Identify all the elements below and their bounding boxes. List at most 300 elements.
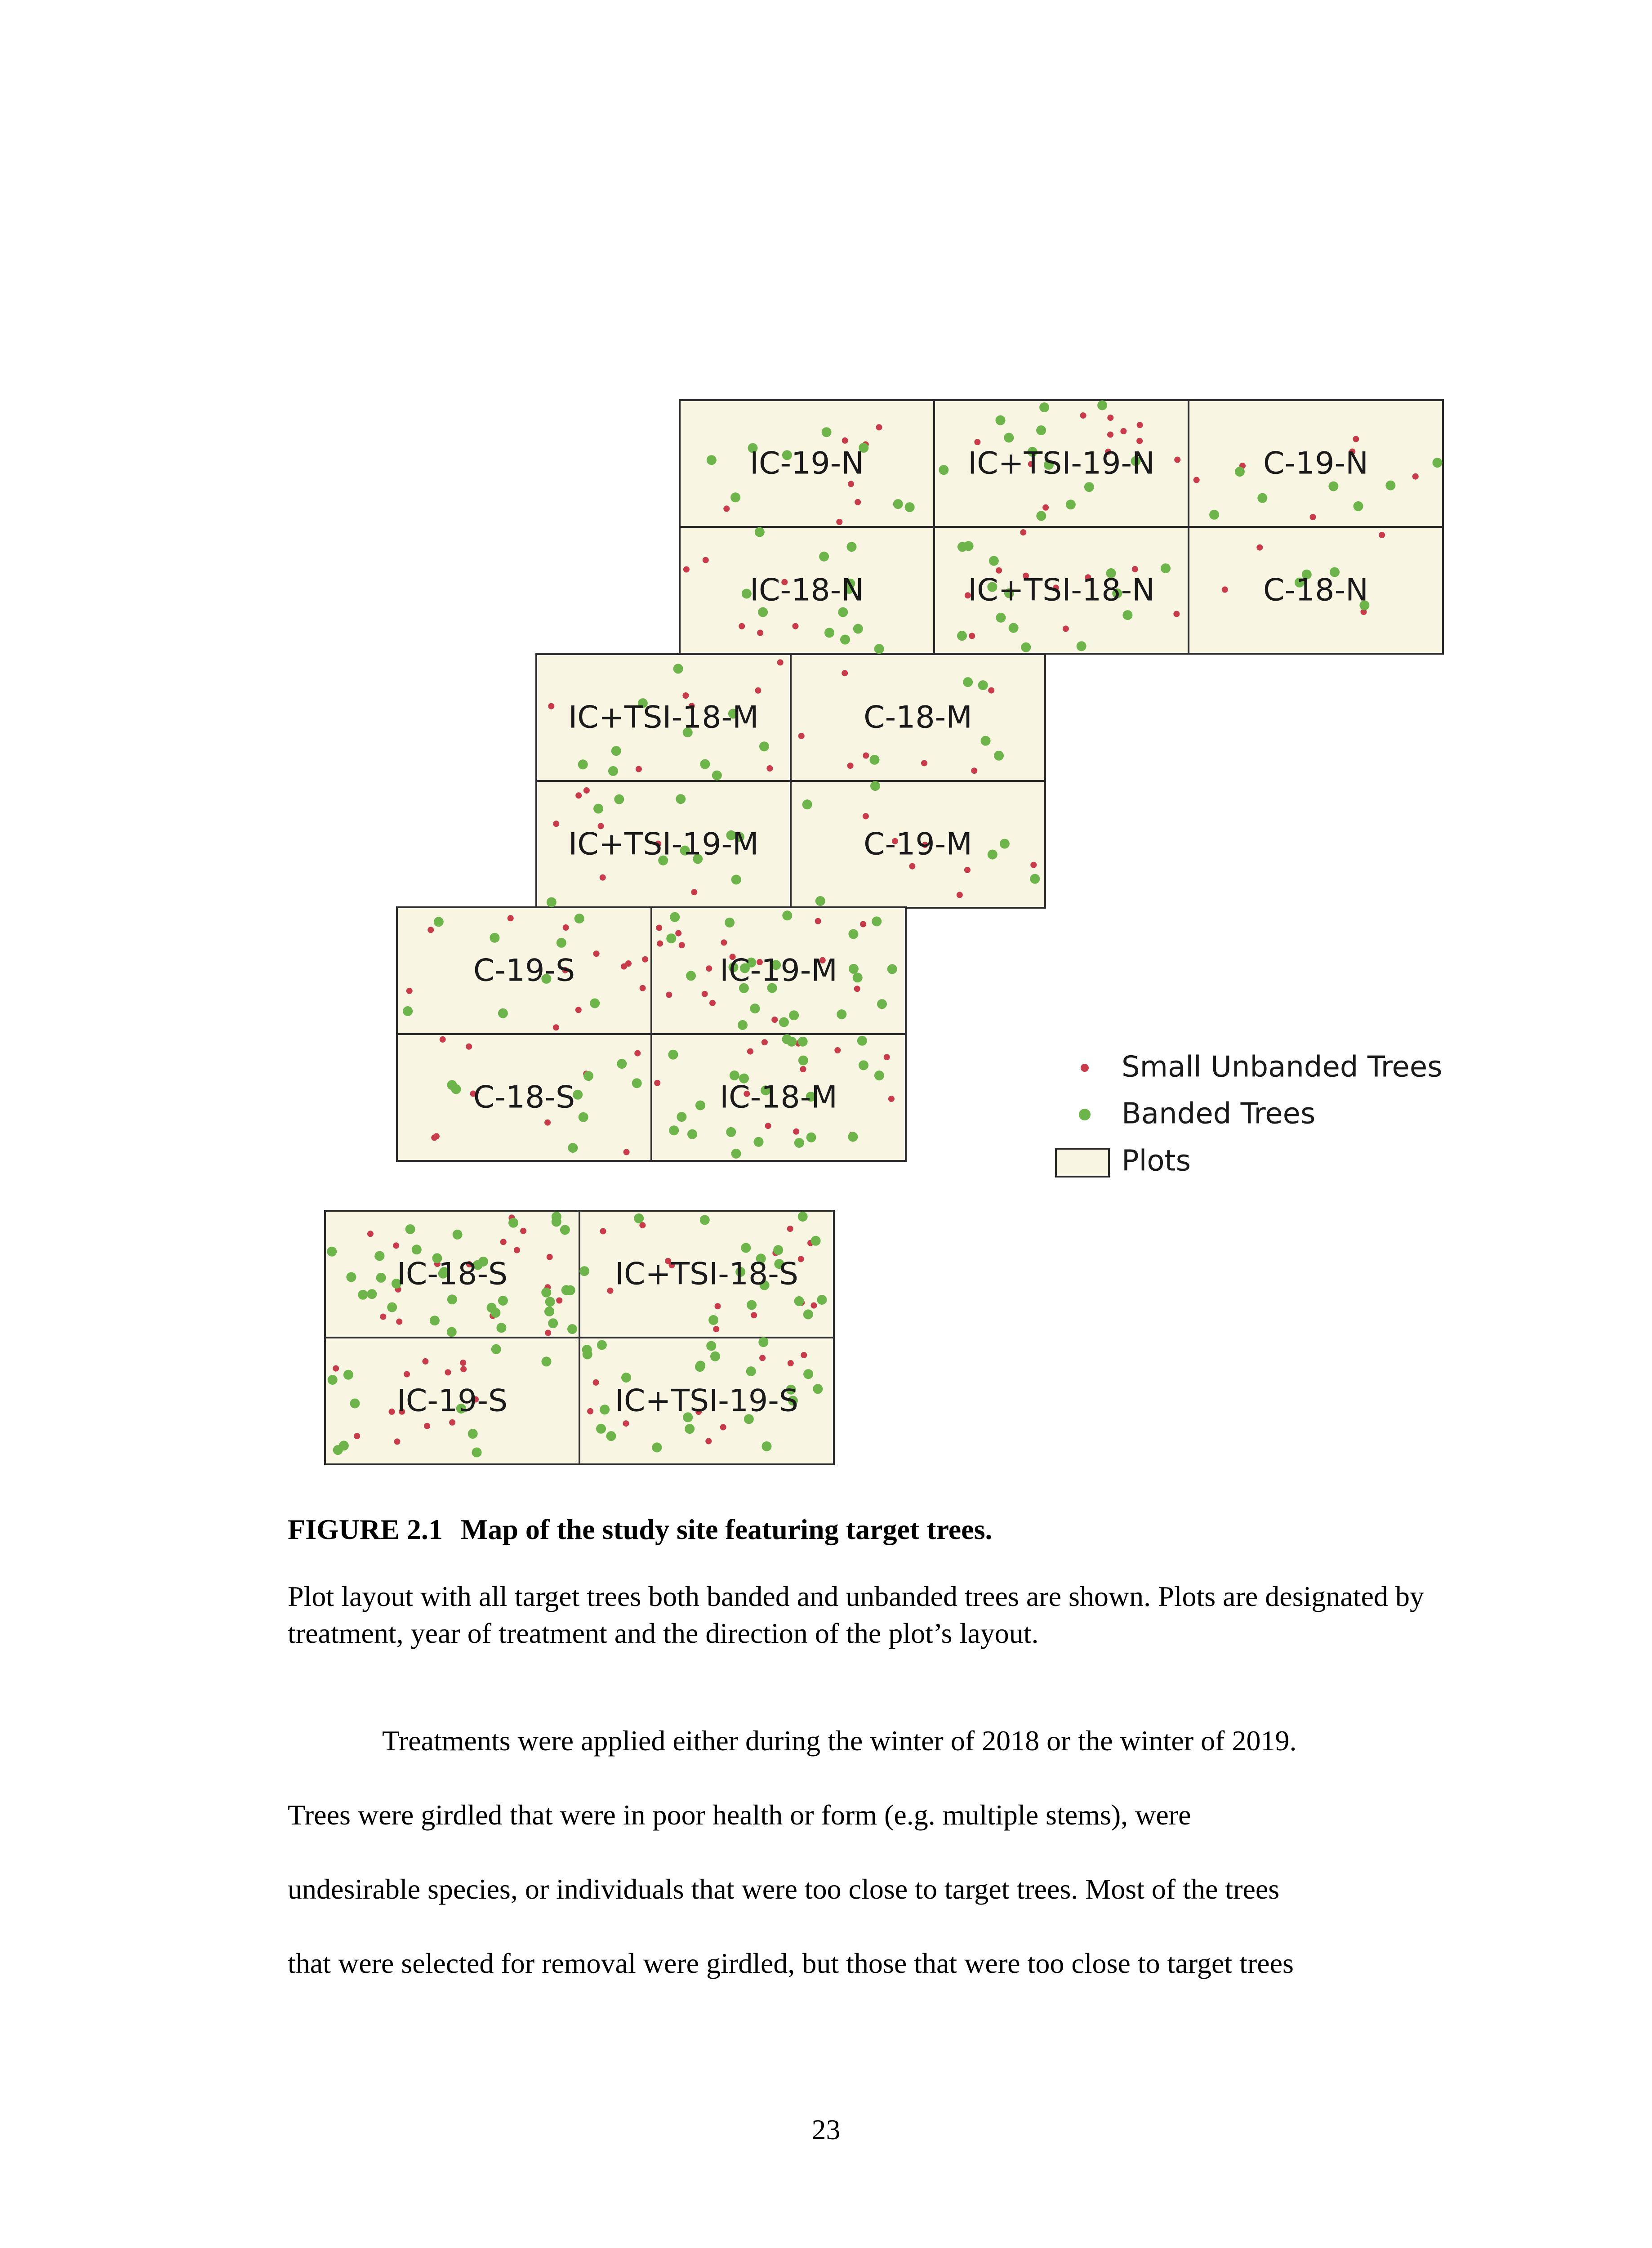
banded-tree-marker <box>877 999 887 1009</box>
small-unbanded-tree-marker <box>720 1424 726 1430</box>
banded-tree-marker <box>773 1245 783 1255</box>
banded-tree-marker <box>670 912 680 922</box>
small-unbanded-tree-marker <box>583 787 590 794</box>
banded-tree-marker <box>542 1356 552 1366</box>
small-unbanded-tree-marker <box>548 703 554 709</box>
small-unbanded-tree-marker <box>702 991 708 997</box>
banded-tree-marker <box>758 607 768 617</box>
banded-tree-marker <box>668 1050 678 1060</box>
banded-tree-marker <box>1122 610 1132 620</box>
small-unbanded-tree-marker <box>721 939 727 946</box>
banded-tree-marker <box>798 1056 808 1066</box>
small-unbanded-tree-marker <box>884 1054 890 1060</box>
small-unbanded-tree-marker <box>575 1007 582 1013</box>
banded-tree-marker <box>695 1101 705 1111</box>
banded-tree-marker <box>870 781 880 791</box>
banded-tree-marker <box>596 1424 606 1434</box>
banded-tree-marker <box>1000 839 1010 849</box>
banded-tree-marker <box>552 1217 561 1227</box>
small-unbanded-tree-marker <box>836 519 842 525</box>
banded-tree-marker <box>710 1351 720 1361</box>
banded-tree-marker <box>560 1225 570 1235</box>
plots-legend-swatch <box>1056 1149 1109 1177</box>
small-unbanded-tree-marker <box>888 1096 895 1102</box>
small-unbanded-tree-marker <box>433 1133 440 1139</box>
banded-tree-marker <box>706 1341 716 1351</box>
banded-legend-label: Banded Trees <box>1122 1097 1316 1131</box>
banded-tree-marker <box>508 1218 518 1228</box>
banded-tree-marker <box>741 1243 751 1253</box>
banded-tree-marker <box>496 1323 506 1333</box>
small-unbanded-tree-marker <box>389 1409 395 1415</box>
small-unbanded-tree-marker <box>1193 477 1200 483</box>
banded-tree-marker <box>853 624 863 634</box>
plots-legend-label: Plots <box>1122 1144 1191 1178</box>
small-unbanded-legend-marker <box>1081 1064 1089 1072</box>
banded-tree-marker <box>405 1224 415 1234</box>
banded-tree-marker <box>730 1070 739 1080</box>
banded-tree-marker <box>468 1429 478 1439</box>
banded-tree-marker <box>758 1337 768 1347</box>
small-unbanded-tree-marker <box>1107 432 1113 438</box>
banded-tree-marker <box>787 1037 797 1047</box>
banded-tree-marker <box>617 1059 627 1069</box>
map-legend <box>1056 1051 1443 1178</box>
small-unbanded-tree-marker <box>642 956 648 963</box>
banded-tree-marker <box>566 1285 575 1295</box>
banded-tree-marker <box>872 916 882 926</box>
banded-tree-marker <box>1354 501 1363 511</box>
small-unbanded-tree-marker <box>703 557 709 563</box>
small-unbanded-tree-marker <box>553 821 559 827</box>
banded-tree-marker <box>806 1133 816 1142</box>
banded-tree-marker <box>1257 493 1267 503</box>
small-unbanded-tree-marker <box>556 1298 562 1304</box>
banded-tree-marker <box>447 1294 457 1304</box>
banded-tree-marker <box>434 917 444 927</box>
small-unbanded-tree-marker <box>396 1319 402 1325</box>
banded-tree-marker <box>759 741 769 751</box>
small-unbanded-tree-marker <box>766 765 773 772</box>
banded-tree-marker <box>738 1020 748 1030</box>
banded-tree-marker <box>597 1340 607 1350</box>
small-unbanded-tree-marker <box>656 925 662 931</box>
banded-tree-marker <box>1161 563 1171 573</box>
banded-tree-marker <box>994 751 1004 761</box>
small-unbanded-tree-marker <box>393 1242 399 1249</box>
body-line: Trees were girdled that were in poor health or form (e.g. multiple stems), were <box>288 1799 1191 1831</box>
small-unbanded-tree-marker <box>563 924 569 931</box>
banded-tree-marker <box>677 1112 686 1122</box>
small-unbanded-tree-marker <box>863 753 869 759</box>
banded-tree-marker <box>606 1431 616 1441</box>
plot-label: IC+TSI-19-N <box>968 446 1155 482</box>
small-unbanded-tree-marker <box>765 1123 771 1129</box>
small-unbanded-tree-marker <box>1063 625 1069 632</box>
banded-tree-marker <box>634 1213 644 1223</box>
banded-tree-marker <box>608 766 618 776</box>
banded-tree-marker <box>1328 482 1338 491</box>
banded-tree-marker <box>673 664 683 674</box>
banded-tree-marker <box>730 492 740 502</box>
small-unbanded-tree-marker <box>1379 532 1385 538</box>
small-unbanded-tree-marker <box>755 687 761 694</box>
plot-label: C-19-S <box>473 953 575 989</box>
small-unbanded-tree-marker <box>466 1044 472 1050</box>
banded-tree-marker <box>905 502 915 512</box>
banded-tree-marker <box>746 1366 756 1376</box>
banded-tree-marker <box>1009 623 1019 633</box>
small-unbanded-tree-marker <box>863 813 869 819</box>
banded-tree-marker <box>367 1289 377 1299</box>
small-unbanded-tree-marker <box>1137 422 1143 428</box>
banded-tree-marker <box>376 1273 386 1283</box>
body-line: undesirable species, or individuals that were too close to target trees. Most of the trees <box>288 1873 1280 1905</box>
banded-tree-marker <box>583 1071 593 1081</box>
banded-tree-marker <box>794 1296 804 1306</box>
small-unbanded-tree-marker <box>600 874 606 881</box>
small-unbanded-tree-marker <box>657 941 663 947</box>
banded-tree-marker <box>669 1125 679 1135</box>
small-unbanded-tree-marker <box>445 1369 451 1375</box>
banded-tree-marker <box>403 1006 413 1016</box>
plot-label: IC+TSI-19-S <box>614 1383 799 1419</box>
plot-label: IC+TSI-19-M <box>568 826 759 862</box>
small-unbanded-legend-label: Small Unbanded Trees <box>1122 1050 1443 1084</box>
banded-tree-marker <box>789 1010 799 1020</box>
small-unbanded-tree-marker <box>855 499 861 505</box>
plot-label: C-19-M <box>864 826 972 862</box>
banded-tree-marker <box>568 1143 578 1153</box>
banded-tree-marker <box>731 875 741 885</box>
small-unbanded-tree-marker <box>757 630 763 636</box>
plot-label: IC+TSI-18-M <box>568 700 759 736</box>
banded-tree-marker <box>1385 481 1395 491</box>
banded-tree-marker <box>548 1318 558 1328</box>
small-unbanded-tree-marker <box>544 1120 551 1126</box>
banded-tree-marker <box>893 499 903 509</box>
small-unbanded-tree-marker <box>367 1231 374 1237</box>
figure-description: Plot layout with all target trees both banded and unbanded trees are shown. Plots are designated by treatment, year of treatment and the direction of the plot’s layout. <box>288 1580 1424 1649</box>
small-unbanded-tree-marker <box>427 927 434 933</box>
banded-tree-marker <box>725 918 735 928</box>
small-unbanded-tree-marker <box>575 792 582 798</box>
banded-tree-marker <box>1077 641 1086 651</box>
banded-tree-marker <box>545 1297 555 1307</box>
small-unbanded-tree-marker <box>1353 436 1359 442</box>
small-unbanded-tree-marker <box>876 424 882 430</box>
banded-tree-marker <box>700 759 710 769</box>
banded-tree-marker <box>472 1447 482 1457</box>
banded-tree-marker <box>957 631 967 641</box>
banded-tree-marker <box>491 1344 501 1354</box>
small-unbanded-tree-marker <box>600 1228 606 1234</box>
banded-tree-marker <box>1235 467 1245 477</box>
banded-tree-marker <box>1021 642 1031 652</box>
banded-tree-marker <box>374 1251 384 1261</box>
small-unbanded-tree-marker <box>514 1247 520 1253</box>
banded-tree-marker <box>614 794 624 804</box>
banded-tree-marker <box>755 527 765 537</box>
banded-tree-marker <box>453 1230 463 1240</box>
banded-tree-marker <box>798 1037 808 1047</box>
banded-tree-marker <box>1097 400 1107 410</box>
small-unbanded-tree-marker <box>800 1066 806 1072</box>
small-unbanded-tree-marker <box>683 566 690 573</box>
small-unbanded-tree-marker <box>1132 566 1138 572</box>
small-unbanded-tree-marker <box>460 1360 466 1366</box>
small-unbanded-tree-marker <box>666 992 672 998</box>
banded-tree-marker <box>574 914 584 923</box>
banded-tree-marker <box>838 607 848 617</box>
small-unbanded-tree-marker <box>957 892 963 898</box>
small-unbanded-tree-marker <box>771 1017 778 1023</box>
banded-tree-marker <box>593 804 603 814</box>
plot-label: C-18-S <box>473 1079 575 1115</box>
banded-tree-marker <box>803 1309 813 1319</box>
small-unbanded-tree-marker <box>834 1047 841 1053</box>
plot-label: IC-19-N <box>749 446 864 482</box>
small-unbanded-tree-marker <box>1107 415 1113 421</box>
banded-tree-marker <box>387 1302 397 1312</box>
small-unbanded-tree-marker <box>1222 586 1228 593</box>
banded-tree-marker <box>346 1272 356 1282</box>
banded-tree-marker <box>339 1441 349 1450</box>
banded-tree-marker <box>447 1080 457 1090</box>
small-unbanded-tree-marker <box>747 1048 753 1055</box>
plot-label: C-19-N <box>1263 446 1368 482</box>
banded-tree-marker <box>578 759 588 769</box>
small-unbanded-tree-marker <box>715 1303 721 1309</box>
banded-tree-marker <box>327 1247 337 1257</box>
small-unbanded-tree-marker <box>682 692 689 699</box>
small-unbanded-tree-marker <box>974 439 980 445</box>
small-unbanded-tree-marker <box>713 1326 719 1332</box>
banded-tree-marker <box>978 680 988 690</box>
small-unbanded-tree-marker <box>761 1039 768 1045</box>
banded-tree-marker <box>798 1212 808 1222</box>
small-unbanded-tree-marker <box>739 623 745 629</box>
banded-tree-marker <box>1030 874 1040 884</box>
banded-tree-marker <box>822 427 832 437</box>
banded-tree-marker <box>685 1424 695 1434</box>
banded-tree-marker <box>579 1112 588 1122</box>
small-unbanded-tree-marker <box>1310 514 1316 520</box>
banded-tree-marker <box>857 1036 867 1046</box>
banded-tree-marker <box>1084 482 1094 492</box>
small-unbanded-tree-marker <box>406 988 413 994</box>
banded-tree-marker <box>853 972 863 982</box>
banded-tree-marker <box>686 971 696 981</box>
small-unbanded-tree-marker <box>1030 862 1037 868</box>
banded-tree-marker <box>590 999 600 1008</box>
banded-tree-marker <box>430 1316 440 1325</box>
small-unbanded-tree-marker <box>801 1352 807 1358</box>
small-unbanded-tree-marker <box>793 623 799 629</box>
small-unbanded-tree-marker <box>815 918 821 924</box>
plot-label: IC-19-M <box>720 953 837 989</box>
banded-tree-marker <box>964 541 974 551</box>
banded-tree-marker <box>343 1370 353 1380</box>
banded-tree-marker <box>988 850 997 860</box>
small-unbanded-tree-marker <box>798 1256 804 1262</box>
small-unbanded-tree-marker <box>787 1226 793 1232</box>
banded-tree-marker <box>567 1324 577 1334</box>
banded-tree-marker <box>996 415 1006 425</box>
banded-tree-marker <box>840 635 850 645</box>
small-unbanded-tree-marker <box>1174 457 1180 463</box>
banded-tree-marker <box>1066 500 1076 509</box>
small-unbanded-tree-marker <box>587 1408 593 1414</box>
plot-label: IC+TSI-18-S <box>614 1256 799 1292</box>
banded-tree-marker <box>600 1405 610 1414</box>
banded-tree-marker <box>849 964 859 974</box>
banded-tree-marker <box>847 542 857 552</box>
small-unbanded-tree-marker <box>988 687 994 694</box>
small-unbanded-tree-marker <box>751 1312 757 1318</box>
banded-tree-marker <box>1209 510 1219 520</box>
figure-title: Map of the study site featuring target trees. <box>460 1513 993 1545</box>
small-unbanded-tree-marker <box>593 1379 599 1386</box>
banded-tree-marker <box>811 1236 821 1246</box>
small-unbanded-tree-marker <box>333 1365 339 1372</box>
small-unbanded-tree-marker <box>969 633 975 639</box>
small-unbanded-tree-marker <box>679 942 685 948</box>
plot-label: C-18-N <box>1263 572 1368 608</box>
plot-label: IC-19-S <box>396 1383 508 1419</box>
small-unbanded-tree-marker <box>500 1239 507 1245</box>
small-unbanded-tree-marker <box>909 863 915 870</box>
banded-tree-marker <box>874 1070 884 1080</box>
small-unbanded-tree-marker <box>788 1360 794 1366</box>
banded-tree-marker <box>731 1149 741 1159</box>
banded-tree-marker <box>579 1266 589 1276</box>
banded-tree-marker <box>328 1375 338 1385</box>
banded-tree-marker <box>1433 458 1443 468</box>
small-unbanded-tree-marker <box>547 1254 553 1260</box>
plot-label: IC-18-N <box>749 572 864 608</box>
small-unbanded-tree-marker <box>1173 611 1180 617</box>
banded-tree-marker <box>779 1017 789 1027</box>
banded-tree-marker <box>859 1060 868 1070</box>
banded-tree-marker <box>412 1244 422 1254</box>
small-unbanded-tree-marker <box>623 1149 630 1155</box>
banded-tree-marker <box>541 1288 551 1298</box>
banded-tree-marker <box>824 628 834 638</box>
banded-tree-marker <box>750 1004 760 1013</box>
banded-tree-marker <box>547 897 557 907</box>
small-unbanded-tree-marker <box>625 960 632 967</box>
small-unbanded-tree-marker <box>640 985 646 991</box>
small-unbanded-tree-marker <box>798 733 805 739</box>
small-unbanded-tree-marker <box>607 1288 614 1294</box>
small-unbanded-tree-marker <box>593 950 600 957</box>
banded-tree-marker <box>813 1384 823 1394</box>
banded-tree-marker <box>350 1399 360 1409</box>
small-unbanded-tree-marker <box>860 921 866 928</box>
banded-tree-marker <box>1036 425 1046 435</box>
banded-tree-marker <box>358 1290 368 1300</box>
small-unbanded-tree-marker <box>460 1366 467 1372</box>
banded-tree-marker <box>870 755 880 765</box>
banded-tree-marker <box>611 746 621 756</box>
banded-tree-marker <box>726 1127 736 1137</box>
small-unbanded-tree-marker <box>1020 529 1026 535</box>
banded-tree-marker <box>963 677 973 687</box>
body-line: that were selected for removal were girdled, but those that were too close to target trees <box>288 1947 1294 1979</box>
small-unbanded-tree-marker <box>675 930 681 937</box>
banded-tree-marker <box>887 964 897 974</box>
small-unbanded-tree-marker <box>553 1024 559 1030</box>
small-unbanded-tree-marker <box>634 1050 641 1057</box>
banded-tree-marker <box>498 1296 508 1306</box>
banded-tree-marker <box>837 1009 846 1019</box>
banded-tree-marker <box>687 1129 697 1139</box>
small-unbanded-tree-marker <box>842 670 848 676</box>
small-unbanded-tree-marker <box>623 1420 629 1427</box>
banded-tree-marker <box>582 1345 592 1355</box>
banded-tree-marker <box>848 1132 858 1142</box>
body-line: Treatments were applied either during the winter of 2018 or the winter of 2019. <box>382 1725 1297 1757</box>
small-unbanded-tree-marker <box>520 1228 526 1234</box>
small-unbanded-tree-marker <box>449 1419 455 1426</box>
banded-legend-marker <box>1079 1109 1091 1120</box>
banded-tree-marker <box>490 933 499 943</box>
figure-caption <box>288 1513 992 1546</box>
banded-tree-marker <box>695 1360 705 1370</box>
banded-tree-marker <box>447 1327 457 1337</box>
banded-tree-marker <box>817 1295 827 1305</box>
banded-tree-marker <box>676 794 686 804</box>
small-unbanded-tree-marker <box>440 1036 446 1043</box>
plot-label: IC-18-M <box>720 1079 837 1115</box>
small-unbanded-tree-marker <box>854 986 860 992</box>
banded-tree-marker <box>652 1442 662 1452</box>
banded-tree-marker <box>747 1300 757 1310</box>
small-unbanded-tree-marker <box>424 1423 430 1429</box>
banded-tree-marker <box>666 933 676 943</box>
banded-tree-marker <box>794 1138 804 1148</box>
banded-tree-marker <box>632 1078 642 1088</box>
small-unbanded-tree-marker <box>545 1330 551 1336</box>
small-unbanded-tree-marker <box>842 437 848 444</box>
small-unbanded-tree-marker <box>691 889 697 895</box>
small-unbanded-tree-marker <box>380 1314 386 1320</box>
small-unbanded-tree-marker <box>354 1433 360 1439</box>
page-number: 23 <box>811 2114 841 2145</box>
small-unbanded-tree-marker <box>723 505 730 512</box>
banded-tree-marker <box>498 1008 508 1018</box>
banded-tree-marker <box>848 929 858 939</box>
small-unbanded-tree-marker <box>777 659 784 665</box>
small-unbanded-tree-marker <box>654 1080 660 1086</box>
banded-tree-marker <box>544 1307 554 1316</box>
small-unbanded-tree-marker <box>1256 544 1263 551</box>
banded-tree-marker <box>782 910 792 920</box>
small-unbanded-tree-marker <box>1042 504 1049 511</box>
banded-tree-marker <box>1036 511 1046 521</box>
figure-number: FIGURE 2.1 <box>288 1513 443 1545</box>
small-unbanded-tree-marker <box>636 766 642 772</box>
banded-tree-marker <box>708 1315 718 1325</box>
banded-tree-marker <box>621 1373 631 1383</box>
small-unbanded-tree-marker <box>1120 428 1127 434</box>
small-unbanded-tree-marker <box>964 867 971 873</box>
small-unbanded-tree-marker <box>422 1358 428 1365</box>
small-unbanded-tree-marker <box>706 965 712 972</box>
banded-tree-marker <box>989 556 999 566</box>
small-unbanded-tree-marker <box>759 1355 766 1361</box>
